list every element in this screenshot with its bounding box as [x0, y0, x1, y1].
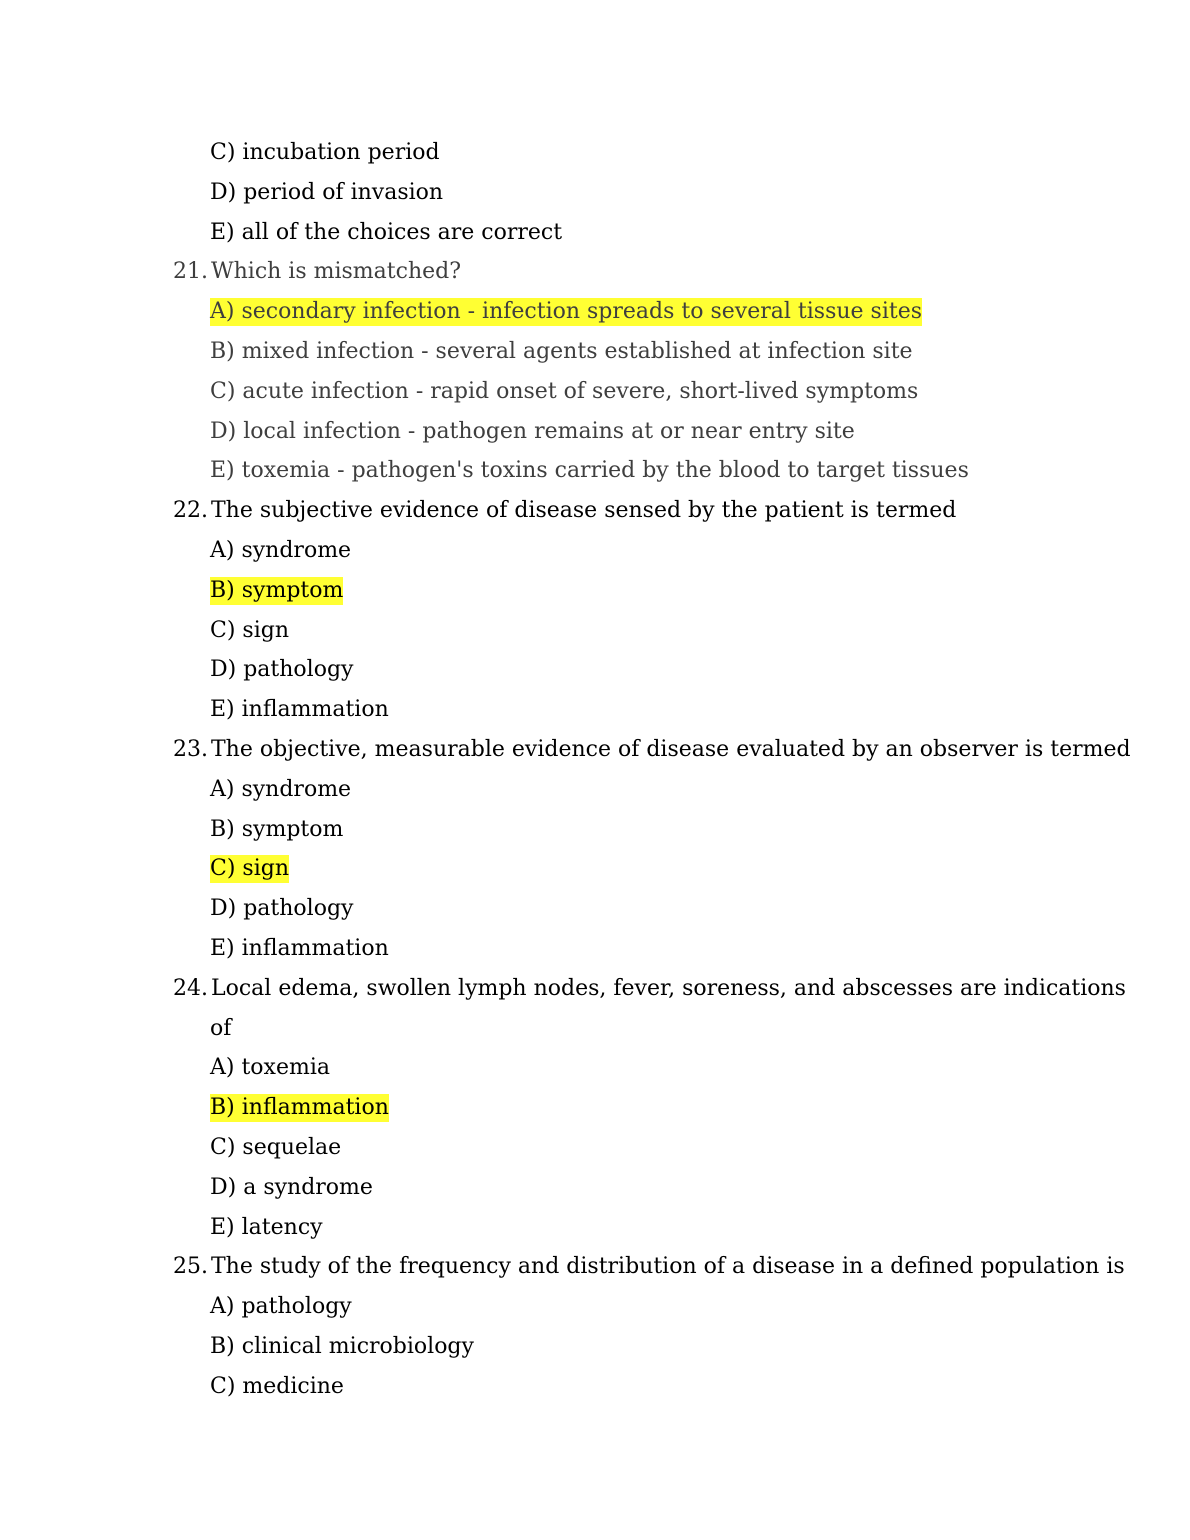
question-number: 25. [173, 1254, 208, 1280]
option-line [0, 372, 1190, 412]
option-text: E) toxemia - pathogen's toxins carried by the blood to target tissues [210, 458, 969, 484]
question-number: 21. [173, 259, 208, 285]
question-22 [0, 491, 1190, 531]
option-text: D) local infection - pathogen remains at or near entry site [210, 418, 855, 444]
option-text-highlighted: B) symptom [210, 577, 344, 603]
question-text: Local edema, swollen lymph nodes, fever, soreness, and abscesses are indications [211, 975, 1126, 1001]
option-text: D) period of invasion [210, 179, 444, 205]
option-line [0, 332, 1190, 372]
option-line [0, 929, 1190, 969]
option-text: E) inflammation [210, 697, 389, 723]
option-line [0, 611, 1190, 651]
question-continuation [0, 1009, 1190, 1049]
option-line [0, 173, 1190, 213]
option-text: C) incubation period [210, 140, 440, 165]
option-line [0, 690, 1190, 730]
continuation-text: of [210, 1015, 232, 1041]
option-line [0, 1128, 1190, 1168]
option-line [0, 531, 1190, 571]
option-text: B) clinical microbiology [210, 1333, 474, 1359]
option-text: A) syndrome [210, 537, 352, 563]
question-text: The objective, measurable evidence of disease evaluated by an observer is termed [211, 736, 1131, 762]
question-24 [0, 969, 1190, 1009]
question-text: Which is mismatched? [211, 259, 462, 285]
option-line [0, 412, 1190, 452]
option-text: A) toxemia [210, 1055, 330, 1081]
option-text: E) latency [210, 1214, 323, 1240]
option-line [0, 1327, 1190, 1367]
option-text: C) acute infection - rapid onset of severe, short-lived symptoms [210, 378, 919, 404]
question-number: 22. [173, 498, 208, 524]
option-text: E) all of the choices are correct [210, 219, 563, 245]
option-text: E) inflammation [210, 935, 389, 961]
option-text: D) pathology [210, 657, 354, 683]
option-line [0, 1168, 1190, 1208]
option-line [0, 451, 1190, 491]
option-text: C) sign [210, 617, 289, 643]
option-line [0, 849, 1190, 889]
question-25 [0, 1247, 1190, 1287]
option-text-highlighted: B) inflammation [210, 1095, 389, 1121]
option-line [0, 213, 1190, 253]
option-text: D) pathology [210, 896, 354, 922]
option-text: D) a syndrome [210, 1174, 373, 1200]
question-23 [0, 730, 1190, 770]
option-text: A) syndrome [210, 776, 352, 802]
option-text: C) medicine [210, 1373, 344, 1399]
question-number: 24. [173, 975, 208, 1001]
option-text-highlighted: A) secondary infection - infection spreads to several tissue sites [210, 299, 923, 325]
option-line [0, 133, 1190, 173]
quiz-page [0, 133, 1190, 1407]
option-line [0, 1287, 1190, 1327]
option-line [0, 650, 1190, 690]
option-text: B) symptom [210, 816, 344, 842]
option-line [0, 810, 1190, 850]
option-line [0, 1208, 1190, 1248]
option-text: A) pathology [210, 1294, 352, 1320]
question-text: The study of the frequency and distribution of a disease in a defined population is [211, 1254, 1125, 1280]
option-line [0, 1048, 1190, 1088]
option-line [0, 889, 1190, 929]
option-line [0, 1088, 1190, 1128]
option-line [0, 571, 1190, 611]
option-line [0, 770, 1190, 810]
option-line [0, 292, 1190, 332]
question-text: The subjective evidence of disease sensed by the patient is termed [211, 498, 957, 524]
option-text: C) sequelae [210, 1134, 342, 1160]
option-text: B) mixed infection - several agents established at infection site [210, 338, 913, 364]
question-number: 23. [173, 736, 208, 762]
option-text-highlighted: C) sign [210, 856, 289, 882]
option-line [0, 1367, 1190, 1407]
question-21 [0, 252, 1190, 292]
